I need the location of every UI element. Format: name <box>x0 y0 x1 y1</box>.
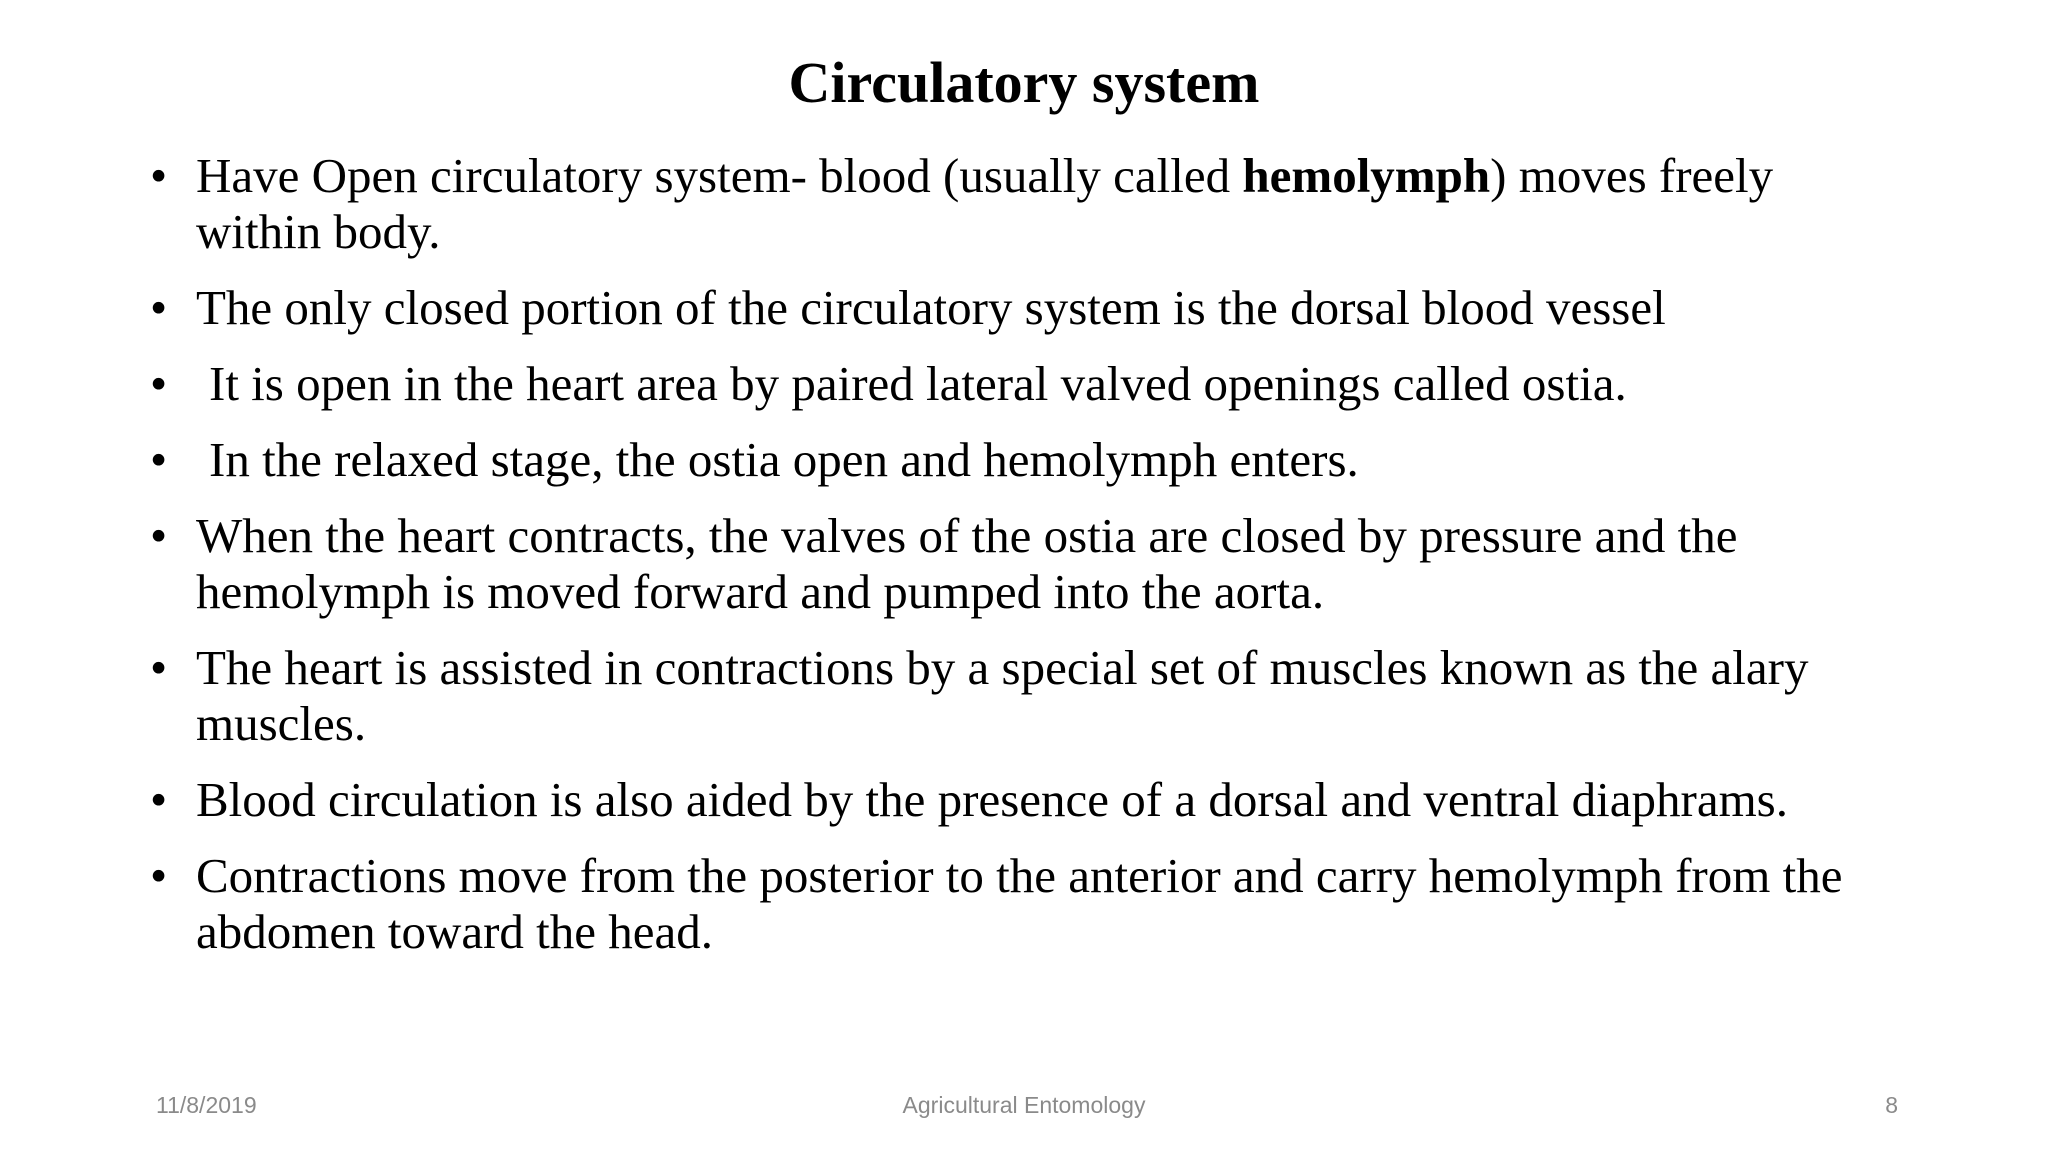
bullet-item-5 <box>150 508 1910 620</box>
bullet-item-1 <box>150 148 1910 260</box>
bullet-text: When the heart contracts, the valves of the ostia are closed by pressure and the hemolymph is moved forward and pumped into the aorta. <box>196 508 1738 619</box>
bullet-item-7 <box>150 772 1910 828</box>
slide-title: Circulatory system <box>788 50 1260 115</box>
bullet-marker: • <box>150 432 168 487</box>
bullet-item-4 <box>150 432 1910 488</box>
bullet-marker: • <box>150 356 168 411</box>
footer-date: 11/8/2019 <box>156 1092 257 1118</box>
bullet-marker: • <box>150 148 168 203</box>
bullet-text: It is open in the heart area by paired lateral valved openings called ostia. <box>209 356 1627 411</box>
bullet-marker: • <box>150 508 168 563</box>
bullet-marker: • <box>150 280 168 335</box>
bullet-marker: • <box>150 772 168 827</box>
bullet-item-6 <box>150 640 1910 752</box>
bullet-item-2 <box>150 280 1910 336</box>
bullet-text: The only closed portion of the circulatory system is the dorsal blood vessel <box>196 280 1666 335</box>
bullet-marker: • <box>150 848 168 903</box>
page-number: 8 <box>1885 1092 1898 1118</box>
bullet-item-3 <box>150 356 1910 412</box>
bullet-text: Have Open circulatory system- blood (usually called hemolymph) moves freely within body. <box>196 148 1774 259</box>
bold-term: hemolymph <box>1242 148 1491 203</box>
footer-title: Agricultural Entomology <box>902 1092 1146 1118</box>
bullet-text: The heart is assisted in contractions by a special set of muscles known as the alary muscles. <box>196 640 1809 751</box>
bullet-list <box>150 148 1910 980</box>
bullet-item-8 <box>150 848 1910 960</box>
bullet-text: Blood circulation is also aided by the presence of a dorsal and ventral diaphrams. <box>196 772 1788 827</box>
bullet-text: Contractions move from the posterior to the anterior and carry hemolymph from the abdomen toward the head. <box>196 848 1843 959</box>
bullet-text: In the relaxed stage, the ostia open and hemolymph enters. <box>209 432 1359 487</box>
bullet-marker: • <box>150 640 168 695</box>
